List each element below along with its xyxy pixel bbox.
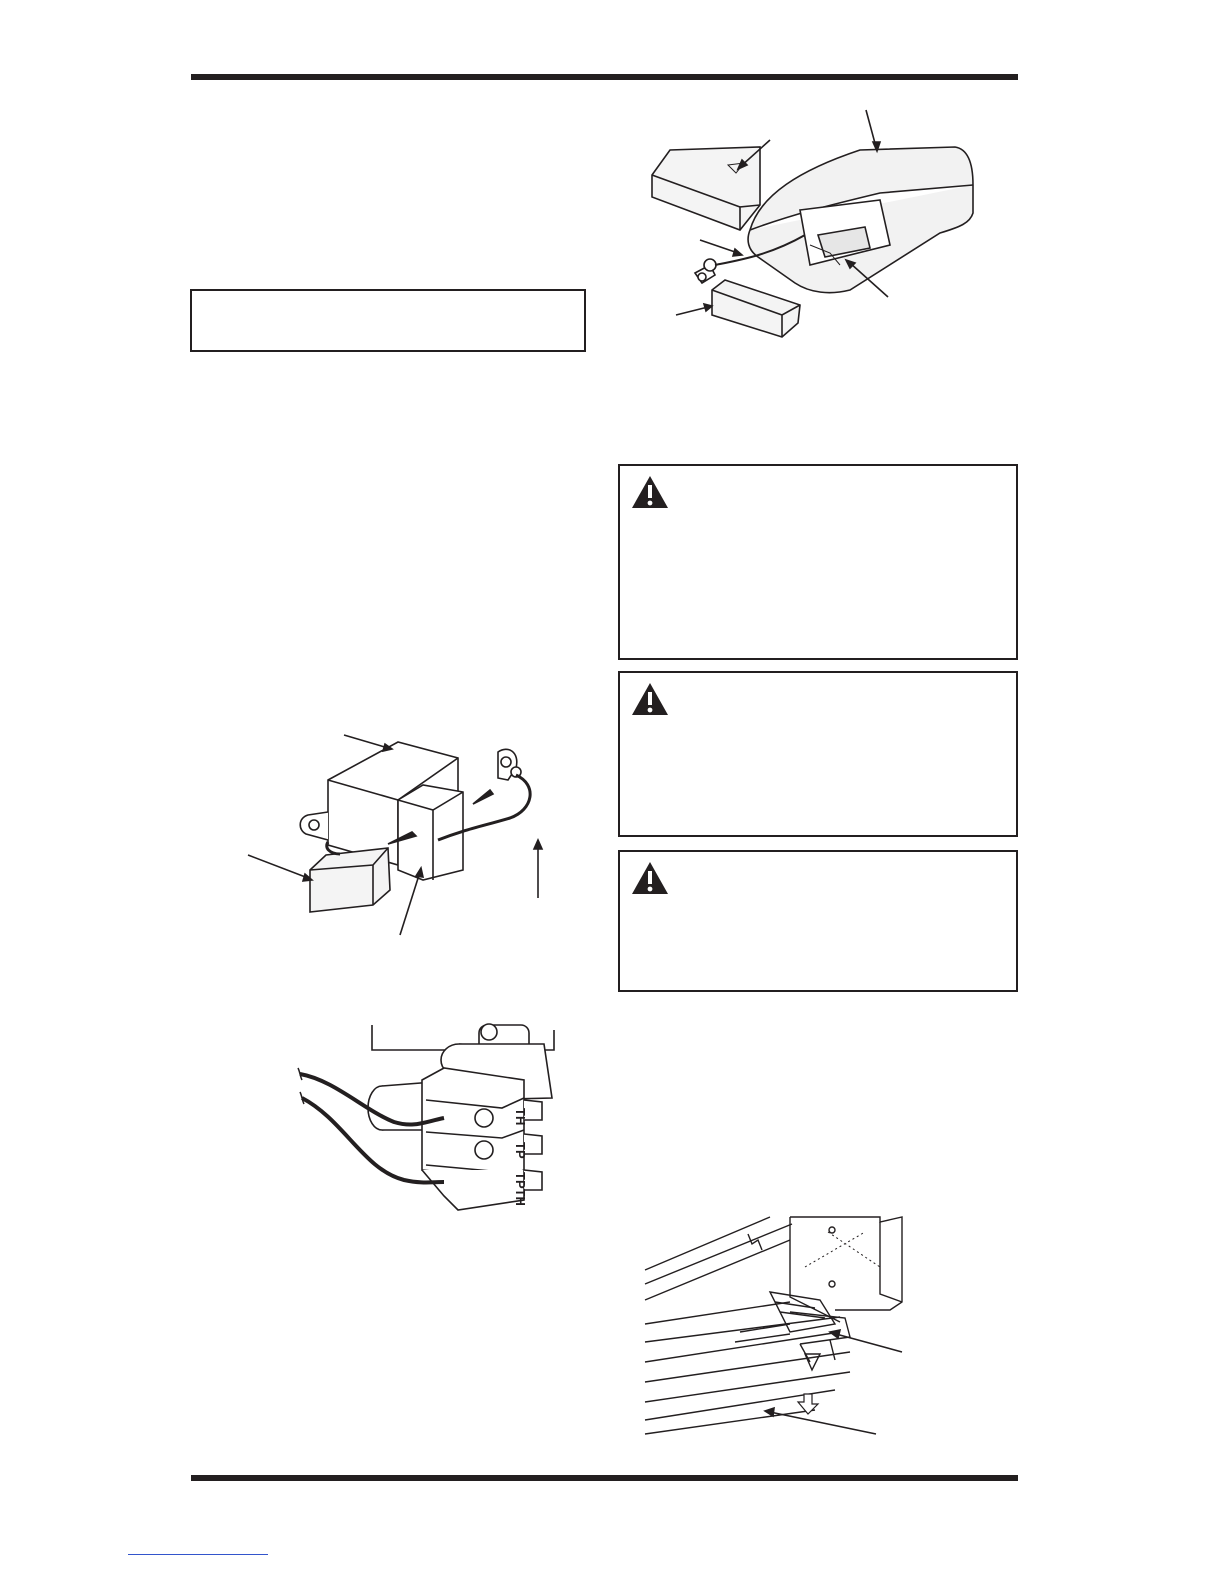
footer-rule — [191, 1475, 1018, 1481]
warning-triangle-icon — [631, 475, 669, 509]
warning-box-2 — [618, 671, 1018, 837]
terminal-label-tp: TP — [513, 1142, 528, 1159]
warning-triangle-icon — [631, 682, 669, 716]
burner-electrode-figure — [640, 1212, 920, 1444]
link-underline[interactable] — [128, 1554, 268, 1555]
warning-box-1 — [618, 464, 1018, 660]
warning-triangle-icon — [631, 861, 669, 895]
note-box — [190, 289, 586, 352]
valve-terminal-wiring-figure — [294, 1020, 574, 1215]
remote-control-battery-figure — [640, 105, 990, 355]
terminal-label-th: TH — [513, 1108, 528, 1126]
receiver-battery-figure — [248, 730, 548, 940]
header-rule — [191, 74, 1018, 80]
terminal-label-tpth: TPTH — [513, 1172, 528, 1206]
warning-box-3 — [618, 850, 1018, 992]
